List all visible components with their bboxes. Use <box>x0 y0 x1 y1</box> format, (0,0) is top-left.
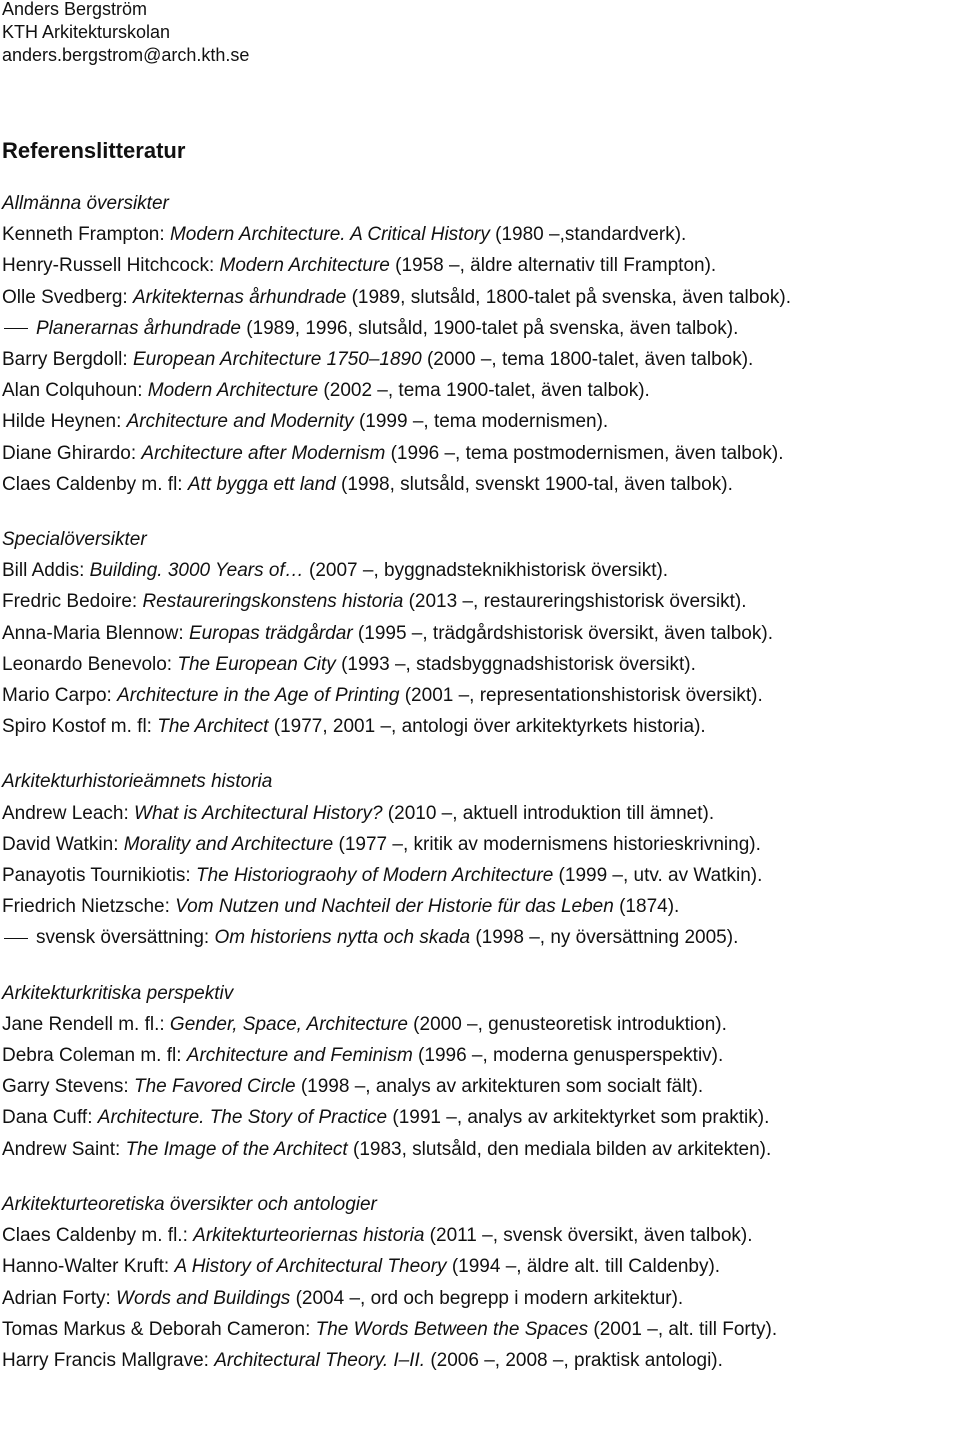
reference-author: Claes Caldenby m. fl.: <box>2 1225 194 1247</box>
reference-note: (1993 –, stadsbyggnadshistorisk översikt). <box>335 653 696 675</box>
document-title: Referenslitteratur <box>2 138 186 163</box>
reference-title: The Favored Circle <box>134 1076 296 1098</box>
reference-note: (1991 –, analys av arkitektyrket som praktik). <box>387 1107 770 1129</box>
section-heading: Arkitekturkritiska perspektiv <box>2 982 234 1004</box>
reference-title: Architecture after Modernism <box>141 442 386 464</box>
section <box>2 766 960 953</box>
reference-note: (1983, slutsåld, den mediala bilden av arkitekten). <box>347 1138 772 1160</box>
reference-author: Hanno-Walter Kruft: <box>2 1256 175 1278</box>
reference-note: (2002 –, tema 1900-talet, även talbok). <box>318 380 650 402</box>
reference-entry <box>2 1009 960 1040</box>
reference-entry <box>2 618 960 649</box>
reference-note: (2011 –, svensk översikt, även talbok). <box>424 1225 753 1247</box>
reference-entry <box>2 649 960 680</box>
reference-note: (2000 –, tema 1800-talet, även talbok). <box>421 349 754 371</box>
reference-title: A History of Architectural Theory <box>174 1256 447 1278</box>
section <box>2 524 960 742</box>
reference-note: (2004 –, ord och begrepp i modern arkitektur). <box>290 1287 684 1309</box>
reference-note: (2001 –, representationshistorisk översikt). <box>399 685 763 707</box>
reference-author: Leonardo Benevolo: <box>2 653 178 675</box>
reference-entry <box>2 1314 960 1345</box>
reference-title: Modern Architecture. A Critical History <box>169 224 490 246</box>
reference-entry <box>2 313 960 344</box>
section <box>2 978 960 1165</box>
sections-container <box>2 188 960 1376</box>
reference-author: Harry Francis Mallgrave: <box>2 1349 215 1371</box>
reference-note: (2000 –, genusteoretisk introduktion). <box>407 1013 727 1035</box>
reference-entry <box>2 680 960 711</box>
reference-note: (1998, slutsåld, svenskt 1900-tal, även talbok). <box>335 473 733 495</box>
reference-note: (1998 –, analys av arkitekturen som socialt fält). <box>295 1076 704 1098</box>
reference-title: Gender, Space, Architecture <box>169 1013 408 1035</box>
reference-title: The Words Between the Spaces <box>315 1318 589 1340</box>
reference-note: (2006 –, 2008 –, praktisk antologi). <box>425 1349 723 1371</box>
reference-note: (1999 –, tema modernismen). <box>353 411 609 433</box>
reference-author: Panayotis Tournikiotis: <box>2 865 196 887</box>
reference-note: (1977, 2001 –, antologi över arkitektyrkets historia). <box>268 716 706 738</box>
reference-author: Andrew Saint: <box>2 1138 126 1160</box>
reference-note: (1996 –, tema postmodernismen, även talbok). <box>385 442 784 464</box>
reference-title: What is Architectural History? <box>134 802 383 824</box>
reference-title: Vom Nutzen und Nachteil der Historie für das Leben <box>175 896 614 918</box>
reference-author: Bill Addis: <box>2 560 90 582</box>
reference-author: Barry Bergdoll: <box>2 349 133 371</box>
reference-title: European Architecture 1750–1890 <box>132 349 422 371</box>
reference-entry <box>2 250 960 281</box>
reference-title: Architecture in the Age of Printing <box>117 685 400 707</box>
reference-entry <box>2 1040 960 1071</box>
reference-author: Spiro Kostof m. fl: <box>2 716 158 738</box>
reference-entry <box>2 469 960 500</box>
reference-note: (2007 –, byggnadsteknikhistorisk översikt). <box>303 560 669 582</box>
reference-entry <box>2 586 960 617</box>
reference-author: Hilde Heynen: <box>2 411 127 433</box>
reference-title: Words and Buildings <box>116 1287 291 1309</box>
reference-entry <box>2 922 960 953</box>
reference-title: Architectural Theory. I–II. <box>214 1349 426 1371</box>
reference-author: Olle Svedberg: <box>2 286 133 308</box>
reference-entry <box>2 555 960 586</box>
reference-title: The Image of the Architect <box>125 1138 348 1160</box>
reference-title: Architecture. The Story of Practice <box>97 1107 388 1129</box>
reference-title: Morality and Architecture <box>123 833 334 855</box>
reference-author: Dana Cuff: <box>2 1107 98 1129</box>
reference-entry <box>2 1251 960 1282</box>
reference-entry <box>2 1071 960 1102</box>
ditto-dash <box>4 328 28 329</box>
reference-title: Restaureringskonstens historia <box>142 591 404 613</box>
reference-author: Mario Carpo: <box>2 685 118 707</box>
section <box>2 1189 960 1376</box>
author-school: KTH Arkitekturskolan <box>2 22 171 42</box>
reference-entry <box>2 282 960 313</box>
reference-title: Building. 3000 Years of… <box>89 560 304 582</box>
reference-entry <box>2 860 960 891</box>
reference-note: (1874). <box>613 896 680 918</box>
section-heading: Specialöversikter <box>2 529 147 551</box>
reference-author: Garry Stevens: <box>2 1076 134 1098</box>
reference-title: The Architect <box>157 716 269 738</box>
reference-entry <box>2 1102 960 1133</box>
reference-author: Debra Coleman m. fl: <box>2 1045 187 1067</box>
reference-title: Modern Architecture <box>147 380 319 402</box>
reference-entry <box>2 891 960 922</box>
reference-note: (1999 –, utv. av Watkin). <box>553 865 763 887</box>
reference-author: Anna-Maria Blennow: <box>2 622 189 644</box>
reference-author: Claes Caldenby m. fl: <box>2 473 188 495</box>
reference-title: The Historiograohy of Modern Architecture <box>195 865 554 887</box>
reference-note: (2013 –, restaureringshistorisk översikt). <box>403 591 747 613</box>
reference-note: (1995 –, trädgårdshistorisk översikt, även talbok). <box>352 622 773 644</box>
reference-entry <box>2 406 960 437</box>
reference-author: Andrew Leach: <box>2 802 135 824</box>
reference-note: (1989, slutsåld, 1800-talet på svenska, även talbok). <box>346 286 791 308</box>
reference-entry <box>2 438 960 469</box>
reference-title: Planerarnas århundrade <box>36 317 241 339</box>
reference-title: Europas trädgårdar <box>188 622 353 644</box>
reference-author: Adrian Forty: <box>2 1287 117 1309</box>
author-email: anders.bergstrom@arch.kth.se <box>2 45 250 65</box>
reference-note: (1958 –, äldre alternativ till Frampton). <box>389 255 717 277</box>
ditto-dash <box>4 938 28 939</box>
reference-entry <box>2 1220 960 1251</box>
reference-author: Friedrich Nietzsche: <box>2 896 176 918</box>
reference-note: (1989, 1996, slutsåld, 1900-talet på svenska, även talbok). <box>240 317 739 339</box>
reference-note: (2010 –, aktuell introduktion till ämnet). <box>382 802 715 824</box>
reference-title: Att bygga ett land <box>187 473 336 495</box>
reference-note: (1977 –, kritik av modernismens historieskrivning). <box>333 833 761 855</box>
reference-author: Fredric Bedoire: <box>2 591 143 613</box>
author-name: Anders Bergström <box>2 0 148 19</box>
reference-entry <box>2 829 960 860</box>
reference-author: David Watkin: <box>2 833 124 855</box>
reference-title: Arkitekternas århundrade <box>132 286 347 308</box>
reference-title: Architecture and Feminism <box>186 1045 413 1067</box>
reference-entry <box>2 1283 960 1314</box>
reference-note: (2001 –, alt. till Forty). <box>588 1318 778 1340</box>
reference-author: Jane Rendell m. fl.: <box>2 1013 170 1035</box>
section-heading: Arkitekturteoretiska översikter och antologier <box>2 1193 377 1215</box>
section-heading: Allmänna översikter <box>2 193 169 214</box>
reference-title: Arkitekturteoriernas historia <box>193 1225 425 1247</box>
reference-entry <box>2 711 960 742</box>
reference-title: Architecture and Modernity <box>126 411 354 433</box>
reference-author: Diane Ghirardo: <box>2 442 142 464</box>
reference-author: Tomas Markus & Deborah Cameron: <box>2 1318 316 1340</box>
reference-entry <box>2 1345 960 1376</box>
reference-entry <box>2 375 960 406</box>
author-block <box>2 0 960 67</box>
reference-note: (1994 –, äldre alt. till Caldenby). <box>446 1256 721 1278</box>
section-heading: Arkitekturhistorieämnets historia <box>2 771 273 793</box>
section <box>2 188 960 500</box>
reference-note: (1998 –, ny översättning 2005). <box>470 927 739 949</box>
reference-entry <box>2 1134 960 1165</box>
reference-author: svensk översättning: <box>36 927 215 949</box>
reference-author: Kenneth Frampton: <box>2 224 170 246</box>
reference-note: (1996 –, moderna genusperspektiv). <box>412 1045 724 1067</box>
reference-entry <box>2 219 960 250</box>
reference-note: (1980 –,standardverk). <box>489 224 687 246</box>
reference-title: Modern Architecture <box>219 255 390 277</box>
reference-entry <box>2 344 960 375</box>
reference-entry <box>2 798 960 829</box>
reference-author: Alan Colquhoun: <box>2 380 148 402</box>
reference-author: Henry-Russell Hitchcock: <box>2 255 220 277</box>
reference-title: The European City <box>177 653 336 675</box>
reference-title: Om historiens nytta och skada <box>214 927 471 949</box>
